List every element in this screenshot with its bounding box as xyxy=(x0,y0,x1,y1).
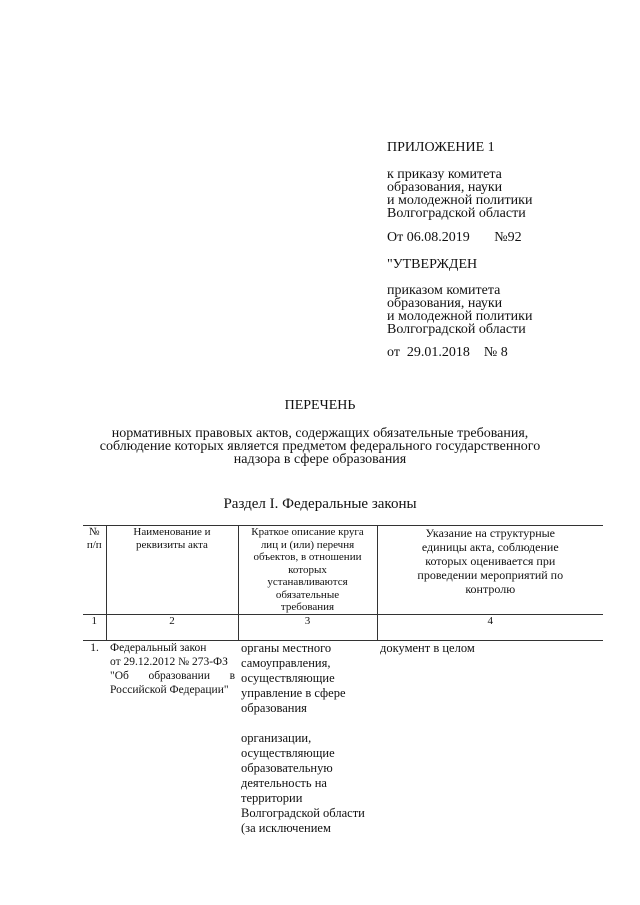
appendix-order-block xyxy=(387,168,532,220)
row-name-line: "Об образовании в xyxy=(110,669,235,682)
approved-order-block xyxy=(387,284,532,336)
row-description-line: осуществляющие xyxy=(241,745,335,760)
list-subtitle-line: соблюдение которых является предметом федерального государственного xyxy=(99,439,541,454)
header-description: Краткое описание круга лиц и (или) перечня объектов, в отношении которых устанавливаются обязательные требования xyxy=(238,526,377,615)
appendix-order-line: и молодежной политики xyxy=(387,193,533,208)
approved-order-line: образования, науки xyxy=(387,296,503,311)
column-number: 3 xyxy=(238,614,377,640)
row-description-line: управление в сфере xyxy=(241,685,346,700)
appendix-order-line: к приказу комитета xyxy=(387,167,502,182)
appendix-title: ПРИЛОЖЕНИЕ 1 xyxy=(387,140,495,155)
approved-order-line: приказом комитета xyxy=(387,283,501,298)
row-name-line: Федеральный закон xyxy=(110,641,207,654)
row-description xyxy=(238,640,377,836)
column-number: 1 xyxy=(83,614,106,640)
row-description-line: (за исключением xyxy=(241,820,331,835)
row-name-line: от 29.12.2012 № 273-ФЗ xyxy=(110,655,228,668)
row-description-line: организации, xyxy=(241,730,312,745)
table-header-row xyxy=(83,526,603,615)
paragraph-gap xyxy=(241,716,377,731)
row-description-line: органы местного xyxy=(241,640,332,655)
row-description-line: образования xyxy=(241,700,307,715)
list-subtitle-line: надзора в сфере образования xyxy=(233,452,407,467)
header-name: Наименование и реквизиты акта xyxy=(106,526,238,615)
list-title: ПЕРЕЧЕНЬ xyxy=(284,398,356,413)
row-indication: документ в целом xyxy=(380,640,475,655)
appendix-order-line: Волгоградской области xyxy=(387,206,526,221)
header-indication: Указание на структурные единицы акта, соблюдение которых оценивается при проведении мероприятий по контролю xyxy=(377,526,603,615)
row-description-line: образовательную xyxy=(241,760,333,775)
row-description-line: осуществляющие xyxy=(241,670,335,685)
appendix-date-line: От 06.08.2019 №92 xyxy=(387,230,522,245)
row-description-line: деятельность на xyxy=(241,775,327,790)
acts-table xyxy=(83,525,603,836)
approved-title: "УТВЕРЖДЕН xyxy=(387,257,478,272)
list-subtitle xyxy=(0,427,640,466)
column-number: 4 xyxy=(377,614,603,640)
row-name xyxy=(106,640,238,836)
section-title: Раздел I. Федеральные законы xyxy=(223,496,417,512)
list-subtitle-line: нормативных правовых актов, содержащих обязательные требования, xyxy=(111,426,529,441)
row-num: 1. xyxy=(90,641,99,654)
header-num: № п/п xyxy=(83,526,106,615)
row-description-line: самоуправления, xyxy=(241,655,331,670)
appendix-block xyxy=(387,141,495,154)
row-description-line: Волгоградской области xyxy=(241,805,365,820)
approved-order-line: Волгоградской области xyxy=(387,322,526,337)
row-name-line: Российской Федерации" xyxy=(110,683,229,696)
row-description-line: территории xyxy=(241,790,303,805)
table-row xyxy=(83,640,603,836)
approved-date-line: от 29.01.2018 № 8 xyxy=(387,345,508,360)
appendix-order-line: образования, науки xyxy=(387,180,503,195)
approved-order-line: и молодежной политики xyxy=(387,309,533,324)
column-number: 2 xyxy=(106,614,238,640)
column-numbers-row xyxy=(83,614,603,640)
